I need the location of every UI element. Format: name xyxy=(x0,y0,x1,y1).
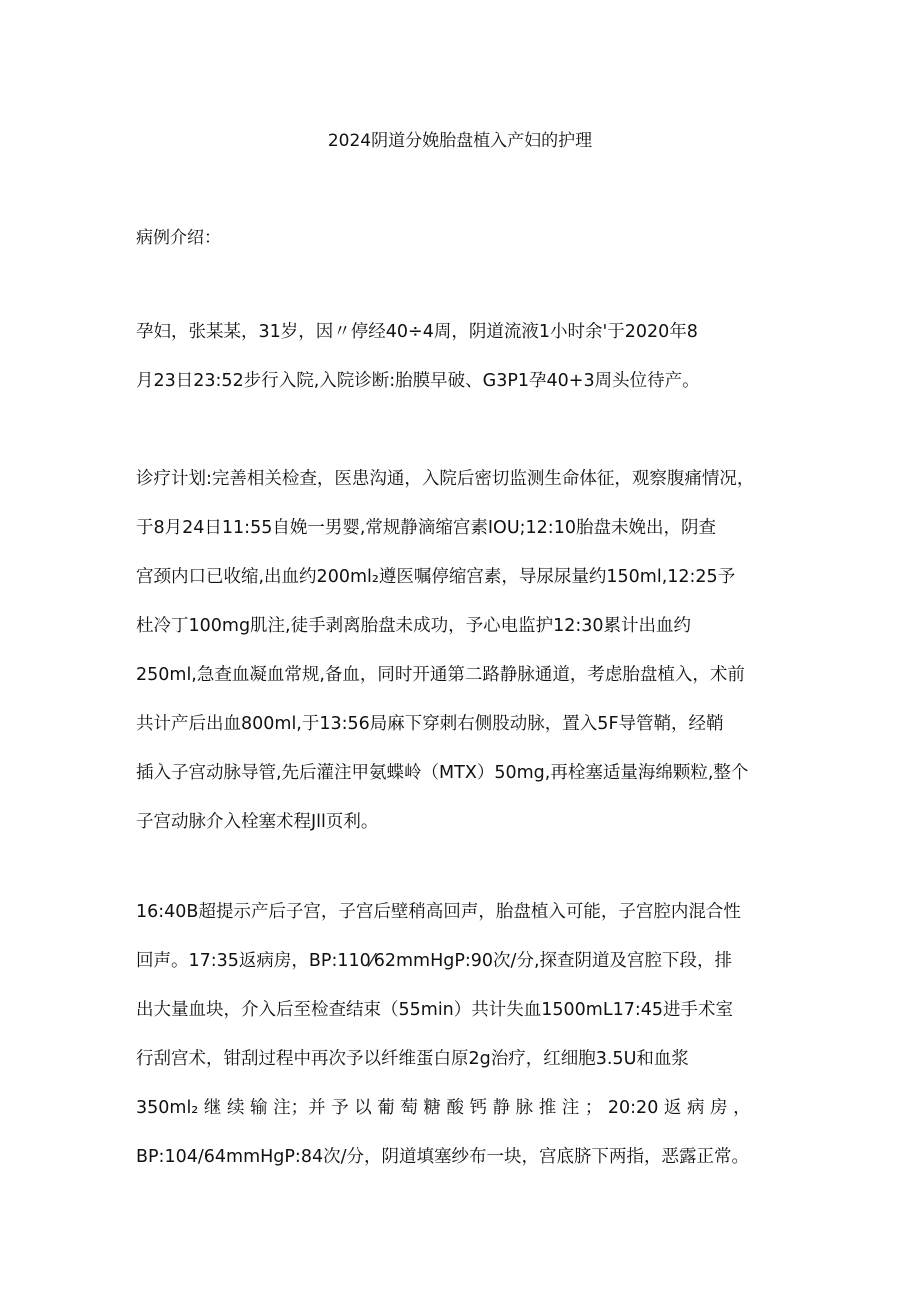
paragraph-line: 宫颈内口已收缩,出血约200ml₂遵医嘱停缩宫素，导尿尿量约150ml,12:25予 xyxy=(136,567,736,587)
paragraph-line: 250ml,急查血凝血常规,备血，同时开通第二路静脉通道，考虑胎盘植入，术前 xyxy=(136,665,745,685)
paragraph-line: 月23日23:52步行入院,入院诊断:胎膜早破、G3P1孕40+3周头位待产。 xyxy=(136,371,700,391)
paragraph-line: 孕妇，张某某，31岁，因〃停经40÷4周，阴道流液1小时余'于2020年8 xyxy=(136,322,698,342)
paragraph-patient-info xyxy=(136,308,796,406)
paragraph-line: 插入子宫动脉导管,先后灌注甲氨蝶岭（MTX）50mg,再栓塞适量海绵颗粒,整个 xyxy=(136,763,749,783)
paragraph-treatment-plan xyxy=(136,455,796,847)
paragraph-line: 出大量血块，介入后至检查结束（55min）共计失血1500mL17:45进手术室 xyxy=(136,1000,734,1020)
paragraph-line: 于8月24日11:55自娩一男婴,常规静滴缩宫素IOU;12:10胎盘未娩出，阴查 xyxy=(136,518,716,538)
paragraph-line: 共计产后出血800ml,于13:56局麻下穿刺右侧股动脉，置入5F导管鞘，经鞘 xyxy=(136,714,724,734)
paragraph-line: 16:40B超提示产后子宫，子宫后壁稍高回声，胎盘植入可能，子宫腔内混合性 xyxy=(136,902,741,922)
paragraph-line: 回声。17:35返病房，BP:110⁄62mmHgP:90次/分,探查阴道及宫腔下段，排 xyxy=(136,951,733,971)
paragraph-line: 350ml₂ 继 续 输 注；并 予 以 葡 萄 糖 酸 钙 静 脉 推 注 ； 20:20 返 病 房 ， xyxy=(136,1098,751,1118)
paragraph-line: 杜冷丁100mg肌注,徒手剥离胎盘未成功，予心电监护12:30累计出血约 xyxy=(136,616,692,636)
paragraph-line: 行刮宫术，钳刮过程中再次予以纤维蛋白原2g治疗，红细胞3.5U和血浆 xyxy=(136,1049,689,1069)
paragraph-line: 子宫动脉介入栓塞术程Jll页利。 xyxy=(136,812,379,832)
paragraph-course xyxy=(136,888,796,1182)
paragraph-line: 诊疗计划:完善相关检查，医患沟通，入院后密切监测生命体征，观察腹痛情况， xyxy=(136,469,755,489)
paragraph-line: BP:104/64mmHgP:84次/分，阴道填塞纱布一块，宫底脐下两指，恶露正常。 xyxy=(136,1147,749,1167)
section-heading: 病例介绍： xyxy=(136,228,221,248)
document-title: 2024阴道分娩胎盘植入产妇的护理 xyxy=(327,131,593,151)
